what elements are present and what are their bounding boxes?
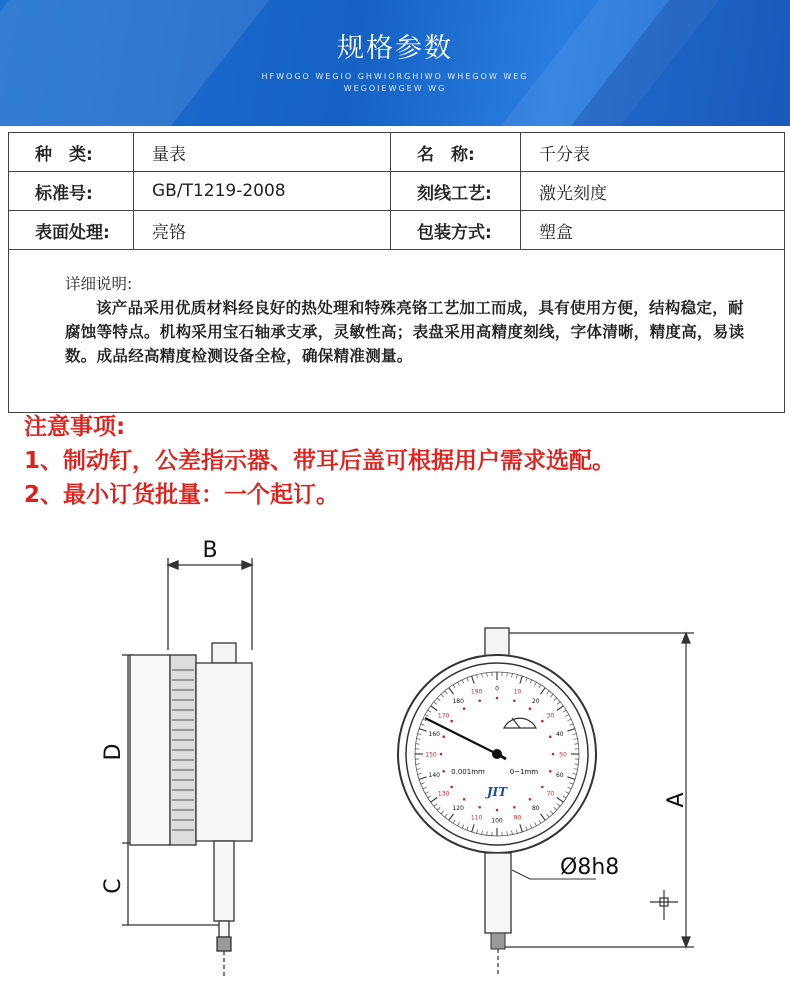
dimension-label-d: D	[101, 743, 126, 761]
dial-number: 110	[470, 814, 483, 822]
dial-dot	[496, 697, 499, 700]
dial-dot	[549, 735, 552, 738]
dial-number: 0	[495, 685, 499, 693]
stem-diameter-label: Ø8h8	[560, 855, 620, 880]
contact-point	[491, 933, 505, 949]
dial-dot	[450, 786, 453, 789]
spec-value: 亮铬	[134, 211, 391, 250]
top-cap	[485, 628, 509, 656]
spec-label: 刻线工艺:	[391, 172, 521, 211]
dial-dot	[440, 753, 443, 756]
contact-point	[217, 937, 231, 951]
notice-item: 1、制动钉，公差指示器、带耳后盖可根据用户需求选配。	[24, 448, 616, 474]
dial-dot	[529, 798, 532, 801]
detail-title: 详细说明:	[65, 275, 133, 293]
spec-label: 种 类:	[9, 133, 134, 172]
arrow-head	[682, 633, 690, 643]
dial-dot	[442, 735, 445, 738]
header-banner	[0, 0, 790, 126]
dial-number: 30	[546, 712, 555, 720]
dial-dot	[552, 753, 555, 756]
dial-number: 190	[470, 688, 483, 696]
case-body	[196, 663, 252, 841]
spec-label: 包装方式:	[391, 211, 521, 250]
spec-value: 激光刻度	[521, 172, 785, 211]
dimension-label-b: B	[202, 538, 218, 563]
side-view	[122, 558, 252, 976]
dial-dot	[478, 806, 481, 809]
table-row	[9, 133, 785, 172]
arrow-head	[168, 561, 178, 569]
dial-dot	[549, 770, 552, 773]
dial-dot	[442, 770, 445, 773]
spec-value: 塑盒	[521, 211, 785, 250]
banner-subtitle: WEGOIEWGEW WG	[343, 84, 447, 93]
dimension-label-a: A	[664, 792, 689, 808]
spec-label: 表面处理:	[9, 211, 134, 250]
dial-dot	[450, 720, 453, 723]
stem	[214, 841, 234, 921]
arrow-head	[682, 937, 690, 947]
dial-number: 160	[428, 731, 440, 739]
banner-subtitle: HFWOGO WEGIO GHWIORGHIWO WHEGOW WEG	[261, 72, 529, 81]
spec-label: 标准号:	[9, 172, 134, 211]
notice-title: 注意事项:	[24, 414, 126, 440]
dial-dot	[513, 699, 516, 702]
dial-dot	[463, 798, 466, 801]
detail-description	[9, 250, 785, 413]
dial-number: 20	[531, 698, 540, 706]
dial-number: 10	[513, 688, 522, 696]
top-cap	[212, 643, 236, 663]
dial-number: 90	[513, 814, 522, 822]
arrow-head	[242, 561, 252, 569]
dial-indicator-diagram	[0, 530, 790, 987]
dial-number: 60	[555, 771, 564, 779]
dial-range: 0~1mm	[509, 768, 539, 776]
dial-dot	[478, 699, 481, 702]
dial-dot	[496, 809, 499, 812]
notice-item: 2、最小订货批量：一个起订。	[24, 482, 340, 508]
dial-number: 170	[437, 712, 450, 720]
dial-resolution: 0.001mm	[451, 768, 485, 776]
dial-number: 80	[531, 804, 540, 812]
dial-dot	[513, 806, 516, 809]
dimension-label-c: C	[101, 878, 126, 894]
dial-number: 50	[559, 751, 567, 759]
needle-hub	[492, 749, 502, 759]
spec-value: 量表	[134, 133, 391, 172]
detail-body: 该产品采用优质材料经良好的热处理和特殊亮铬工艺加工而成，具有使用方便，结构稳定，耐腐蚀等特点。机构采用宝石轴承支承，灵敏性高；表盘采用高精度刻线，字体清晰，精度高，易读数。成品经高精度检测设备全检，确保精准测量。	[65, 299, 745, 365]
leader-line	[512, 870, 530, 879]
dial-number: 70	[546, 790, 555, 798]
bezel-front	[130, 655, 170, 845]
dial-number: 140	[428, 771, 440, 779]
dial-dot	[541, 786, 544, 789]
spindle	[219, 921, 229, 937]
dial-number: 150	[425, 751, 437, 759]
dial-dot	[463, 707, 466, 710]
spec-label: 名 称:	[391, 133, 521, 172]
dial-number: 100	[491, 817, 503, 825]
dial-number: 180	[452, 698, 464, 706]
dial-number: 130	[437, 790, 450, 798]
spec-value: GB/T1219-2008	[134, 172, 391, 211]
banner-title: 规格参数	[337, 33, 453, 64]
dial-dot	[529, 707, 532, 710]
brand-logo: JIT	[486, 785, 508, 799]
notice-section	[24, 410, 784, 512]
front-view	[398, 628, 596, 975]
spec-value: 千分表	[521, 133, 785, 172]
spec-table	[8, 132, 785, 413]
stem	[485, 853, 511, 933]
dial-number: 40	[555, 731, 564, 739]
table-row	[9, 250, 785, 413]
dial-dot	[541, 720, 544, 723]
dial-number: 120	[452, 804, 464, 812]
table-row	[9, 211, 785, 250]
table-row	[9, 172, 785, 211]
